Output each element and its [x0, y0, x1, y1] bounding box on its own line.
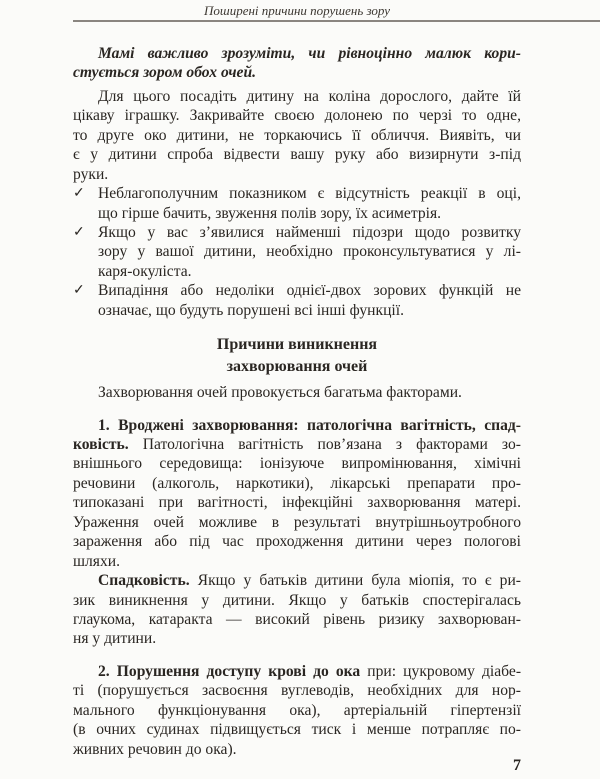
body-text: каря-окуліста.	[98, 262, 192, 280]
check-icon: ✓	[73, 186, 85, 202]
body-text: речовини (алкоголь, наркотики), лікарські препарати про-	[73, 474, 521, 492]
text-line	[73, 356, 521, 378]
paragraph	[73, 383, 521, 402]
text-line	[73, 106, 521, 125]
body-text: живних речовин до ока).	[73, 740, 237, 758]
text-line	[98, 262, 521, 281]
body-text: типоказані при вагітності, інфекційні захворювання матері.	[73, 494, 521, 512]
text-line	[73, 662, 521, 681]
body-text: Для цього посадіть дитину на коліна дорослого, дайте їй	[98, 87, 521, 105]
body-text: цікаву іграшку. Закривайте своєю долонею по черзі то одне,	[73, 107, 521, 125]
text-line	[73, 454, 521, 473]
body-text: руки.	[73, 165, 109, 183]
bold-text: Мамі важливо зрозуміти, чи рівноцінно малюк кори-	[98, 45, 521, 62]
text-line	[73, 720, 521, 739]
body-text: Неблагополучним показником є відсутність реакції в оці,	[98, 185, 521, 203]
bold-text: ковість.	[73, 436, 129, 453]
body-text: Якщо у вас з’явилися найменші підозри щодо розвитку	[98, 223, 521, 241]
body-text: мального функціонування ока), артеріальній гіпертензії	[73, 701, 521, 719]
header-divider	[73, 20, 600, 22]
text-line	[73, 493, 521, 512]
text-line	[73, 474, 521, 493]
body-text: Випадіння або недоліки однієї-двох зорових функцій не	[98, 282, 521, 300]
body-text: Патологічна вагітність пов’язана з факторами зо-	[128, 436, 521, 453]
body-text: при: цукровому діабе-	[360, 662, 522, 680]
paragraph	[73, 416, 521, 572]
text-line	[73, 629, 521, 648]
text-line	[73, 126, 521, 145]
text-line	[98, 281, 521, 300]
body-text: (в очних судинах підвищується тиск і менше потрапляє по-	[73, 721, 521, 739]
text-line	[98, 301, 521, 320]
body-text: ня у дитини.	[73, 630, 157, 648]
text-line	[98, 223, 521, 242]
body-text: глаукома, катаракта — високий рівень ризику захворюван-	[73, 610, 521, 628]
text-line	[73, 44, 521, 63]
body-text: є у дитини спроба відвести вашу руку або визирнути з-під	[73, 146, 521, 164]
text-line	[73, 513, 521, 532]
running-header	[0, 0, 600, 22]
bold-text: 1. Вроджені захворювання: патологічна вагітність, спад-	[98, 416, 521, 434]
text-line	[73, 383, 521, 402]
bold-text: Спадковість.	[98, 572, 190, 590]
page-body	[73, 44, 521, 759]
check-icon: ✓	[73, 224, 85, 240]
text-line	[98, 242, 521, 261]
text-line	[73, 416, 521, 435]
body-text: Захворювання очей провокується багатьма факторами.	[98, 384, 462, 402]
body-text: ті (порушується засвоєння вуглеводів, необхідних для нор-	[73, 682, 521, 700]
text-line	[98, 184, 521, 203]
text-line	[73, 435, 521, 454]
body-text: Ураження очей можливе в результаті внутрішньоутробного	[73, 513, 521, 531]
page-number: 7	[513, 757, 521, 774]
text-line	[73, 610, 521, 629]
text-line	[73, 334, 521, 356]
text-line	[73, 87, 521, 106]
body-text: внішнього середовища: іонізуюче випромінювання, хімічні	[73, 455, 521, 473]
text-line	[73, 165, 521, 184]
check-icon: ✓	[73, 283, 85, 299]
text-line	[73, 63, 521, 82]
bold-text: 2. Порушення доступу крові до ока	[98, 662, 361, 680]
bold-text: Причини виникнення	[216, 336, 378, 354]
text-line	[73, 532, 521, 551]
text-line	[73, 571, 521, 590]
paragraph	[73, 662, 521, 759]
text-line	[73, 145, 521, 164]
text-line	[73, 701, 521, 720]
section-heading	[73, 334, 521, 378]
checklist-item	[73, 281, 521, 320]
paragraph	[73, 571, 521, 649]
body-text: означає, що будуть порушені всі інші функції.	[98, 301, 404, 319]
bold-text: захворювання очей	[226, 358, 368, 376]
body-text: зараження або під час проходження дитини через пологові	[73, 533, 521, 551]
running-header-title: Поширені причини порушень зору	[204, 3, 390, 18]
body-text: зик виникнення у дитини. Якщо у батьків спостерігалась	[73, 591, 521, 609]
checklist-item	[73, 223, 521, 281]
body-text: що гірше бачить, звуження полів зору, їх асиметрія.	[98, 204, 442, 222]
text-line	[73, 740, 521, 759]
body-text: шляхи.	[73, 552, 121, 570]
checklist-item	[73, 184, 521, 223]
text-line	[73, 591, 521, 610]
body-text: Якщо у батьків дитини була міопія, то є ри-	[189, 572, 521, 590]
text-line	[73, 681, 521, 700]
bold-text: стується зором обох очей.	[73, 64, 257, 82]
body-text: зору у вашої дитини, необхідно проконсультуватися у лі-	[98, 243, 521, 261]
text-line	[73, 552, 521, 571]
paragraph	[73, 44, 521, 83]
text-line	[98, 204, 521, 223]
paragraph	[73, 87, 521, 184]
body-text: то друге око дитини, не торкаючись її обличчя. Виявіть, чи	[73, 126, 521, 144]
